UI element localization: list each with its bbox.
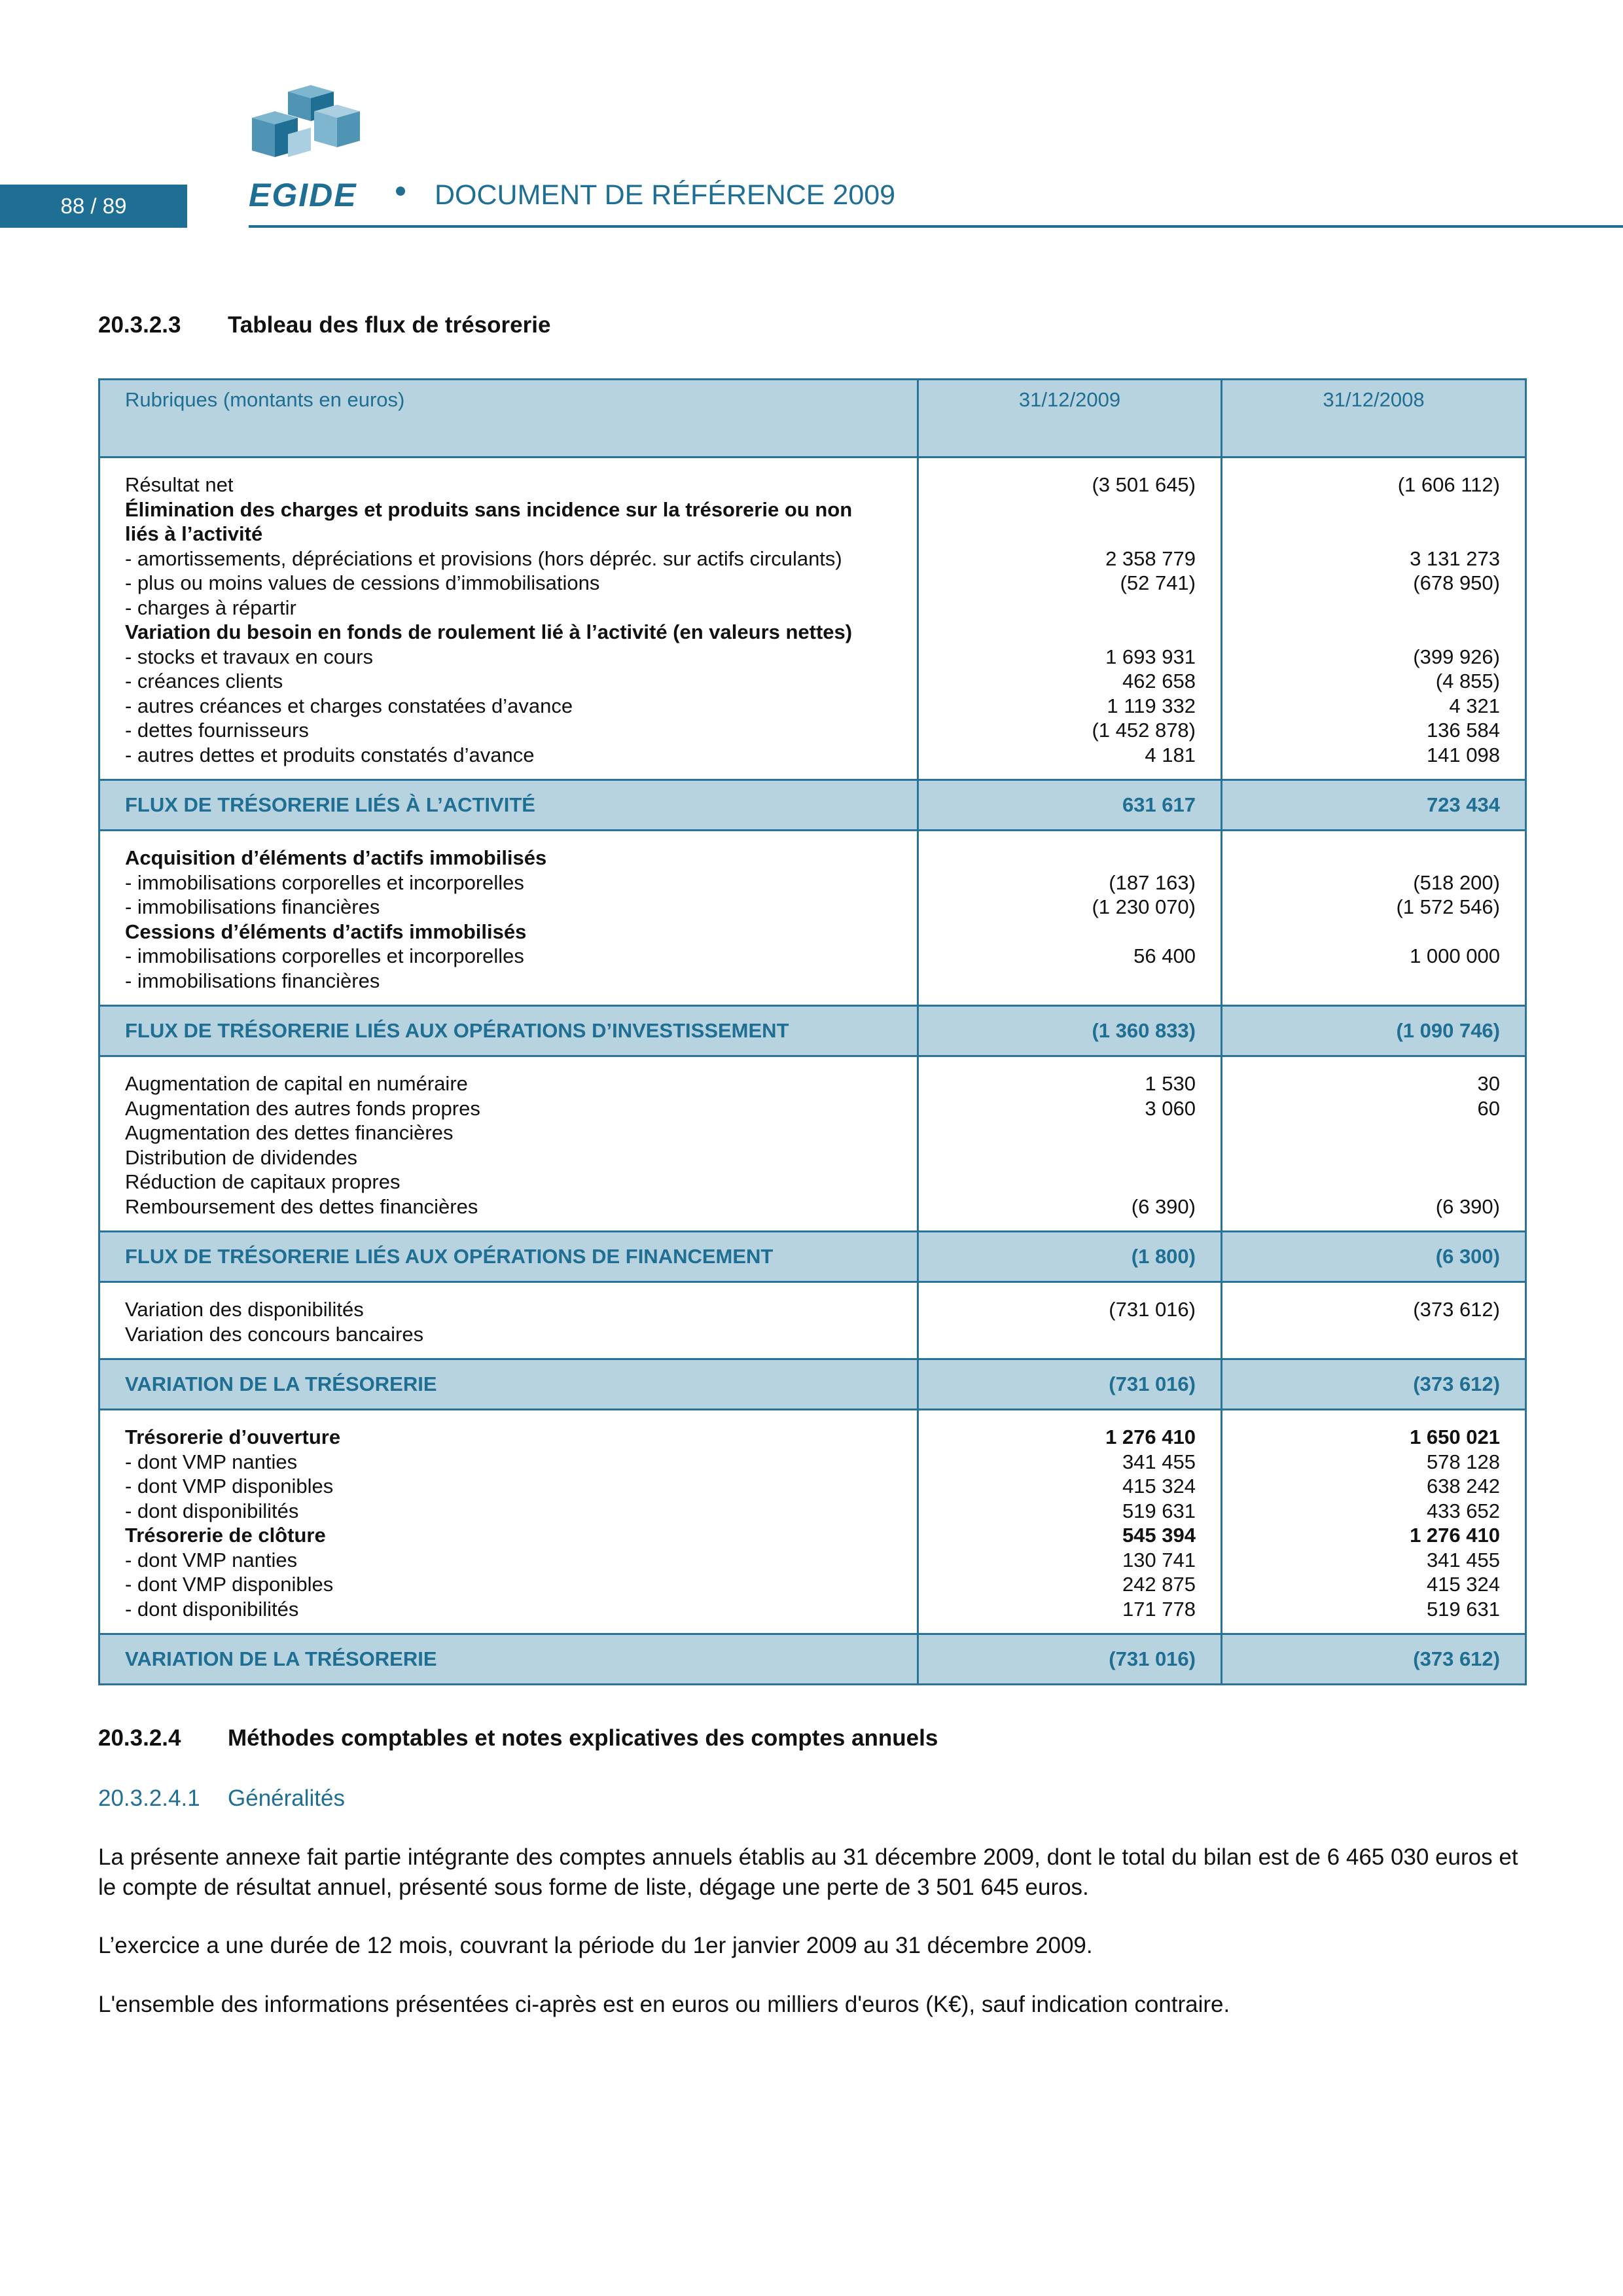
row-label: Augmentation de capital en numéraire: [125, 1072, 468, 1095]
value-cell-2008: [1222, 1056, 1526, 1232]
section-title: Tableau des flux de trésorerie: [228, 312, 551, 338]
column-header-2008: 31/12/2008: [1222, 380, 1526, 457]
row-label: - dont VMP nanties: [125, 1450, 298, 1473]
value-cell-2008: [1222, 457, 1526, 780]
row-value-2009: 1 693 931: [1105, 645, 1196, 668]
row-label: Remboursement des dettes financières: [125, 1194, 478, 1218]
row-value-2009: (52 741): [1120, 571, 1196, 594]
table-group: [99, 457, 1526, 780]
row-value-2008: [1247, 497, 1500, 522]
value-cell-2009: [918, 1282, 1222, 1359]
table-header-row: [99, 380, 1526, 457]
row-label: - autres dettes et produits constatés d’avance: [125, 743, 535, 766]
row-value-2008: [1247, 522, 1500, 547]
row-label: - plus ou moins values de cessions d’immobilisations: [125, 571, 600, 594]
label-cell: [99, 1282, 918, 1359]
row-label: - dont VMP disponibles: [125, 1573, 334, 1596]
section-title: Méthodes comptables et notes explicatives des comptes annuels: [228, 1725, 938, 1751]
subsection-number: 20.3.2.4.1: [98, 1785, 200, 1811]
row-value-2009: 1 530: [1145, 1072, 1196, 1095]
row-label: - immobilisations corporelles et incorporelles: [125, 944, 524, 967]
header-bullet: [396, 187, 405, 196]
row-label: - amortissements, dépréciations et provisions (hors dépréc. sur actifs circulants): [125, 547, 842, 570]
row-label: Résultat net: [125, 473, 234, 496]
row-value-2008: [1247, 1121, 1500, 1145]
total-label: FLUX DE TRÉSORERIE LIÉS AUX OPÉRATIONS DE FINANCEMENT: [99, 1232, 918, 1282]
row-label: Trésorerie de clôture: [125, 1524, 326, 1547]
row-label: - charges à répartir: [125, 596, 296, 619]
row-label: Cessions d’éléments d’actifs immobilisés: [125, 920, 527, 943]
total-row: [99, 780, 1526, 831]
row-value-2009: [944, 1170, 1196, 1194]
row-value-2009: [944, 596, 1196, 620]
total-value-2008: 723 434: [1222, 780, 1526, 831]
paragraph: L’exercice a une durée de 12 mois, couvrant la période du 1er janvier 2009 au 31 décembre 2009.: [98, 1933, 1093, 1958]
row-value-2008: [1247, 620, 1500, 645]
value-cell-2008: [1222, 1282, 1526, 1359]
row-value-2009: [944, 846, 1196, 870]
label-cell: [99, 831, 918, 1006]
value-cell-2008: [1222, 831, 1526, 1006]
row-value-2009: (3 501 645): [1092, 473, 1196, 496]
row-value-2008: [1247, 1145, 1500, 1170]
row-value-2009: (731 016): [1109, 1298, 1196, 1321]
row-value-2009: 341 455: [1122, 1450, 1196, 1473]
total-row: [99, 1006, 1526, 1056]
row-value-2008: 30: [1477, 1072, 1500, 1095]
table-body: [99, 457, 1526, 1685]
row-value-2009: [944, 1121, 1196, 1145]
row-value-2008: 341 455: [1426, 1548, 1500, 1571]
row-value-2009: 56 400: [1133, 944, 1196, 967]
total-label: FLUX DE TRÉSORERIE LIÉS À L’ACTIVITÉ: [99, 780, 918, 831]
row-value-2008: 578 128: [1426, 1450, 1500, 1473]
paragraph: La présente annexe fait partie intégrante des comptes annuels établis au 31 décembre 2009, dont le total du bilan est de 6 465 030 euros et le compte de résultat annuel, présenté sous forme de liste, dégage une perte de 3 501 645 euros.: [98, 1844, 1518, 1900]
value-cell-2009: [918, 457, 1222, 780]
value-cell-2009: [918, 831, 1222, 1006]
total-row: [99, 1232, 1526, 1282]
row-value-2008: (1 572 546): [1396, 895, 1500, 918]
table-group: [99, 1410, 1526, 1634]
column-header-rubriques: Rubriques (montants en euros): [99, 380, 918, 457]
row-label: - dont VMP disponibles: [125, 1475, 334, 1498]
row-value-2008: 1 650 021: [1410, 1426, 1500, 1448]
row-value-2008: 4 321: [1449, 694, 1500, 717]
row-value-2009: 462 658: [1122, 670, 1196, 692]
row-value-2008: 1 000 000: [1410, 944, 1500, 967]
row-value-2008: 638 242: [1426, 1475, 1500, 1498]
row-value-2009: 2 358 779: [1105, 547, 1196, 570]
row-label: - dont disponibilités: [125, 1597, 299, 1621]
row-value-2008: 433 652: [1426, 1499, 1500, 1522]
row-value-2008: 3 131 273: [1410, 547, 1500, 570]
row-label: - dont disponibilités: [125, 1499, 299, 1522]
column-header-2009: 31/12/2009: [918, 380, 1222, 457]
row-label: - créances clients: [125, 670, 283, 692]
header-rule: [249, 225, 1623, 228]
row-value-2008: (1 606 112): [1397, 473, 1500, 496]
row-value-2008: (4 855): [1435, 670, 1500, 692]
row-label: Variation du besoin en fonds de roulement lié à l’activité (en valeurs nettes): [125, 620, 853, 643]
total-value-2009: (731 016): [918, 1359, 1222, 1410]
row-label: Élimination des charges et produits sans incidence sur la trésorerie ou non: [125, 497, 853, 521]
row-label: Trésorerie d’ouverture: [125, 1426, 341, 1448]
row-value-2009: [944, 620, 1196, 645]
page-number: 88 / 89: [0, 185, 187, 228]
row-value-2009: (1 452 878): [1092, 719, 1196, 742]
row-value-2008: (373 612): [1413, 1298, 1500, 1321]
total-label: VARIATION DE LA TRÉSORERIE: [99, 1359, 918, 1410]
total-label: FLUX DE TRÉSORERIE LIÉS AUX OPÉRATIONS D’INVESTISSEMENT: [99, 1006, 918, 1056]
total-row: [99, 1359, 1526, 1410]
row-label: - dettes fournisseurs: [125, 719, 309, 742]
value-cell-2009: [918, 1410, 1222, 1634]
row-value-2009: 1 276 410: [1105, 1426, 1196, 1448]
table-group: [99, 1056, 1526, 1232]
row-label: - dont VMP nanties: [125, 1548, 298, 1571]
row-value-2009: 130 741: [1122, 1548, 1196, 1571]
row-value-2009: [944, 1145, 1196, 1170]
row-label: - immobilisations financières: [125, 895, 380, 918]
total-value-2008: (6 300): [1222, 1232, 1526, 1282]
total-row: [99, 1634, 1526, 1685]
row-value-2008: (6 390): [1435, 1194, 1500, 1218]
row-value-2008: (678 950): [1413, 571, 1500, 594]
total-value-2008: (373 612): [1222, 1359, 1526, 1410]
total-value-2009: (1 360 833): [918, 1006, 1222, 1056]
total-value-2009: 631 617: [918, 780, 1222, 831]
row-value-2009: [944, 969, 1196, 994]
table-group: [99, 831, 1526, 1006]
row-value-2008: 136 584: [1426, 719, 1500, 742]
row-value-2009: (1 230 070): [1092, 895, 1196, 918]
row-value-2008: 141 098: [1426, 743, 1500, 766]
label-cell: [99, 457, 918, 780]
row-label: - immobilisations corporelles et incorporelles: [125, 870, 524, 894]
row-label: Réduction de capitaux propres: [125, 1170, 401, 1193]
row-label: Variation des disponibilités: [125, 1298, 364, 1321]
total-value-2009: (1 800): [918, 1232, 1222, 1282]
table-group: [99, 1282, 1526, 1359]
label-cell: [99, 1056, 918, 1232]
row-value-2009: [944, 522, 1196, 547]
row-label: Variation des concours bancaires: [125, 1322, 424, 1346]
row-value-2008: 415 324: [1426, 1573, 1500, 1596]
row-label: - autres créances et charges constatées d’avance: [125, 694, 573, 717]
row-value-2009: [944, 1322, 1196, 1347]
subsection-title: Généralités: [228, 1785, 345, 1811]
row-value-2009: 1 119 332: [1107, 694, 1196, 717]
row-value-2008: [1247, 596, 1500, 620]
row-label: Distribution de dividendes: [125, 1145, 357, 1169]
row-value-2009: [944, 497, 1196, 522]
row-value-2008: 60: [1477, 1096, 1500, 1120]
row-value-2009: 171 778: [1122, 1597, 1196, 1621]
row-value-2008: 519 631: [1426, 1597, 1500, 1621]
row-value-2008: 1 276 410: [1410, 1524, 1500, 1547]
row-label: liés à l’activité: [125, 522, 263, 545]
row-label: - stocks et travaux en cours: [125, 645, 374, 668]
row-value-2008: (518 200): [1413, 870, 1500, 894]
document-title: DOCUMENT DE RÉFÉRENCE 2009: [435, 179, 896, 211]
row-value-2008: [1247, 846, 1500, 870]
value-cell-2008: [1222, 1410, 1526, 1634]
row-value-2009: 3 060: [1145, 1096, 1196, 1120]
row-value-2008: [1247, 1170, 1500, 1194]
value-cell-2009: [918, 1056, 1222, 1232]
row-label: Augmentation des dettes financières: [125, 1121, 454, 1144]
total-value-2009: (731 016): [918, 1634, 1222, 1685]
row-value-2008: [1247, 969, 1500, 994]
total-label: VARIATION DE LA TRÉSORERIE: [99, 1634, 918, 1685]
section-number: 20.3.2.3: [98, 312, 181, 338]
total-value-2008: (373 612): [1222, 1634, 1526, 1685]
row-label: Augmentation des autres fonds propres: [125, 1096, 480, 1120]
row-value-2009: [944, 920, 1196, 944]
row-value-2009: 519 631: [1122, 1499, 1196, 1522]
cash-flow-table: [98, 378, 1527, 1685]
row-value-2009: (6 390): [1131, 1194, 1196, 1218]
row-value-2009: 4 181: [1145, 743, 1196, 766]
total-value-2008: (1 090 746): [1222, 1006, 1526, 1056]
logo-wordmark: EGIDE: [249, 177, 357, 213]
row-value-2008: [1247, 1322, 1500, 1347]
row-value-2009: 545 394: [1122, 1524, 1196, 1547]
row-value-2008: [1247, 920, 1500, 944]
row-label: Acquisition d’éléments d’actifs immobilisés: [125, 846, 547, 869]
row-label: - immobilisations financières: [125, 969, 380, 992]
row-value-2009: 415 324: [1122, 1475, 1196, 1498]
paragraph: L'ensemble des informations présentées ci-après est en euros ou milliers d'euros (K€), sauf indication contraire.: [98, 1992, 1230, 2017]
row-value-2008: (399 926): [1413, 645, 1500, 668]
label-cell: [99, 1410, 918, 1634]
row-value-2009: (187 163): [1109, 870, 1196, 894]
section-number: 20.3.2.4: [98, 1725, 181, 1751]
row-value-2009: 242 875: [1122, 1573, 1196, 1596]
